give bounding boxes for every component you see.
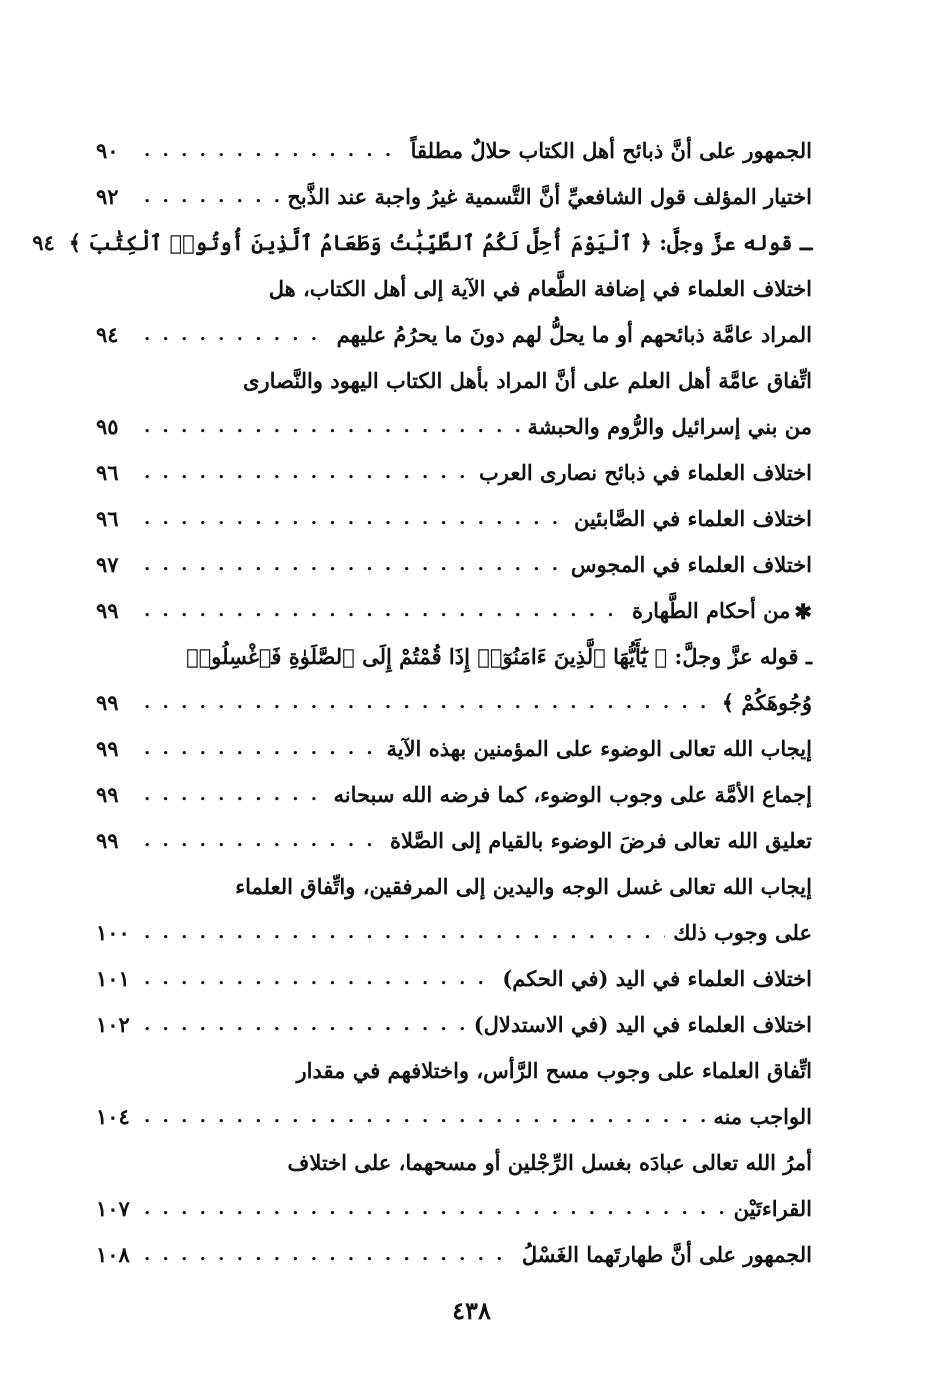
page-number: ١٠١	[96, 966, 130, 991]
page-number: ٩٩	[96, 782, 119, 807]
dot-leader	[144, 128, 403, 174]
entry-text: تعليق الله تعالى فرضَ الوضوء بالقيام إلى الصَّلاة	[389, 828, 812, 853]
entry-text: اختلاف العلماء في الصَّابئين	[573, 506, 812, 531]
entry-text: الجمهور على أنَّ طهارتَهما الغَسْلُ	[521, 1242, 812, 1267]
dot-leader	[144, 680, 714, 726]
entry-text: ـ قوله عزَّ وجلَّ: ﴿ ٱلْيَوْمَ أُحِلَّ لَكُمُ ٱلطَّيِّبَٰتُ وَطَعَامُ ٱلَّذِينَ أُوتُوا۟ ٱلْكِتَٰبَ ﴾	[68, 230, 812, 255]
dot-leader	[144, 726, 378, 772]
page-number: ٩٩	[96, 828, 119, 853]
toc-entry	[96, 128, 812, 174]
asterisk-icon: ✱	[794, 598, 812, 624]
toc-entry	[96, 864, 812, 910]
page-number: ٩٤	[96, 322, 119, 347]
entry-text: الجمهور على أنَّ ذبائح أهل الكتاب حلالٌ مطلقاً	[410, 138, 812, 163]
toc-entry	[96, 1094, 812, 1140]
toc-entry	[96, 634, 812, 680]
toc-entry	[96, 404, 812, 450]
entry-text: القراءتَيْن	[733, 1196, 812, 1221]
dot-leader	[144, 956, 494, 1002]
page-number: ٩٩	[96, 736, 119, 761]
toc-entry	[96, 1002, 812, 1048]
dot-leader	[144, 772, 325, 818]
dot-leader	[144, 818, 382, 864]
toc-entry	[96, 772, 812, 818]
dot-leader	[144, 312, 329, 358]
page-number: ٩٩	[96, 598, 119, 623]
dot-leader	[144, 542, 563, 588]
page-number: ٩٧	[96, 552, 119, 577]
page-number: ٩٩	[96, 690, 119, 715]
dot-leader	[144, 1232, 514, 1278]
entry-text: اختلاف العلماء في المجوس	[570, 552, 812, 577]
toc-entry	[96, 910, 812, 956]
entry-text: وُجُوهَكُمْ ﴾	[721, 690, 812, 715]
toc-entry	[96, 818, 812, 864]
toc-entry	[96, 680, 812, 726]
page-number: ١٠٤	[96, 1104, 130, 1129]
entry-text: اختلاف العلماء في اليد (في الاستدلال)	[473, 1012, 812, 1037]
toc-entry	[96, 1186, 812, 1232]
toc-entry	[96, 266, 812, 312]
page-number: ١٠٨	[96, 1242, 130, 1267]
page-number: ١٠٢	[96, 1012, 130, 1037]
toc-entry	[96, 542, 812, 588]
dot-leader	[144, 588, 624, 634]
table-of-contents	[32, 128, 812, 1278]
entry-text: اختيار المؤلف قول الشافعيِّ أنَّ التَّسمية غيرُ واجبة عند الذَّبح	[287, 184, 812, 209]
entry-text: اختلاف العلماء في ذبائح نصارى العرب	[478, 460, 812, 485]
dot-leader	[144, 404, 520, 450]
dot-leader	[144, 496, 566, 542]
toc-entry	[96, 1048, 812, 1094]
entry-text: المراد عامَّة ذبائحهم أو ما يحلُّ لهم دونَ ما يحرُمُ عليهم	[336, 322, 812, 347]
page-number: ٩٦	[96, 506, 119, 531]
dot-leader	[144, 174, 279, 220]
page-number: ٩٥	[96, 414, 119, 439]
toc-entry	[96, 450, 812, 496]
toc-entry	[96, 956, 812, 1002]
toc-entry	[96, 1232, 812, 1278]
entry-text: من بني إسرائيل والرُّوم والحبشة	[527, 414, 812, 439]
entry-text: الواجب منه	[713, 1104, 812, 1129]
dot-leader	[144, 450, 471, 496]
entry-text: اتِّفاق العلماء على وجوب مسح الرَّأس، واختلافهم في مقدار	[296, 1058, 812, 1083]
page-number: ٩٦	[96, 460, 119, 485]
page-number: ١٠٧	[96, 1196, 130, 1221]
entry-text: ـ قوله عزَّ وجلَّ: ﴿ يَٰٓأَيُّهَا ٱلَّذِينَ ءَامَنُوٓا۟ إِذَا قُمْتُمْ إِلَى ٱلصَّلَوٰةِ فَٱغْسِلُوا۟	[186, 644, 812, 669]
dot-leader	[144, 1094, 705, 1140]
toc-entry	[96, 726, 812, 772]
dot-leader	[144, 910, 665, 956]
entry-text: من أحكام الطَّهارة	[632, 598, 791, 623]
page-number: ٩٤	[32, 230, 55, 255]
page-folio-number: ٤٣٨	[452, 1296, 491, 1325]
toc-entry	[32, 220, 812, 266]
dot-leader	[144, 1002, 466, 1048]
toc-entry	[96, 312, 812, 358]
page-number: ١٠٠	[96, 920, 130, 945]
entry-text: إيجاب الله تعالى الوضوء على المؤمنين بهذه الآية	[386, 736, 812, 761]
entry-text: إجماع الأمَّة على وجوب الوضوء، كما فرضه الله سبحانه	[333, 782, 812, 807]
entry-text: على وجوب ذلك	[673, 920, 812, 945]
entry-text: اختلاف العلماء في اليد (في الحكم)	[502, 966, 812, 991]
dot-leader	[144, 1186, 726, 1232]
entry-text: اختلاف العلماء في إضافة الطَّعام في الآية إلى أهل الكتاب، هل	[268, 276, 812, 301]
toc-entry	[96, 174, 812, 220]
toc-entry	[96, 1140, 812, 1186]
entry-text: اتِّفاق عامَّة أهل العلم على أنَّ المراد بأهل الكتاب اليهود والنَّصارى	[243, 368, 812, 393]
toc-entry	[96, 496, 812, 542]
page-number: ٩٢	[96, 184, 119, 209]
entry-text: إيجاب الله تعالى غسل الوجه واليدين إلى المرفقين، واتِّفاق العلماء	[235, 874, 812, 899]
page-number: ٩٠	[96, 138, 119, 163]
toc-entry	[96, 358, 812, 404]
entry-text: أمرُ الله تعالى عبادَه بغسل الرِّجْلين أو مسحهما، على اختلاف	[287, 1150, 812, 1175]
toc-section-heading	[96, 588, 812, 634]
